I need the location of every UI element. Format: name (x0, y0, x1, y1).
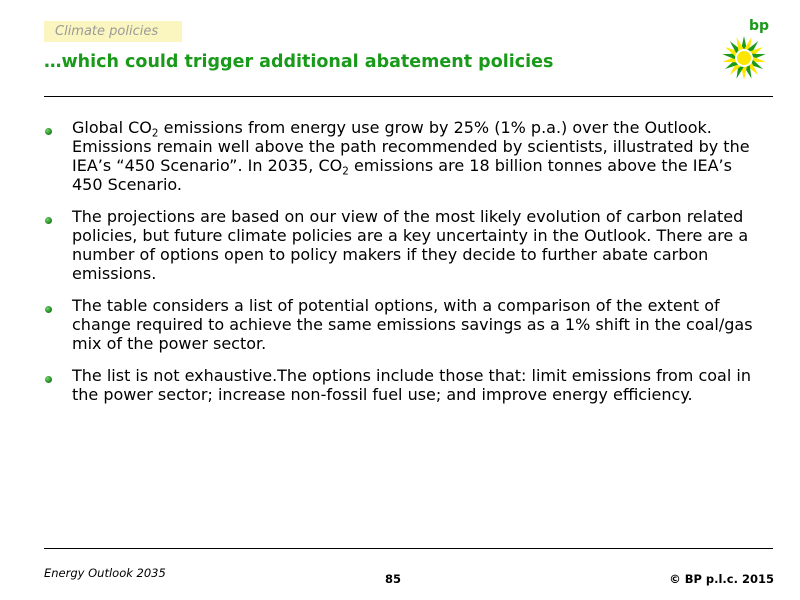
copyright: © BP p.l.c. 2015 (669, 572, 774, 586)
page-number: 85 (385, 572, 402, 586)
bullet-item (44, 366, 764, 404)
bullet-dot-icon (45, 128, 52, 135)
bullet-dot-icon (45, 217, 52, 224)
bullet-text (72, 207, 748, 283)
text-segment: emissions from energy use grow by 25% (1% p.a.) over the Outlook. Emissions remain well above the path recommended by scientists, illustrated by the IEA’s “450 Scenario”. In 2035, CO (72, 118, 750, 175)
bullet-list (44, 118, 764, 417)
bullet-item (44, 207, 764, 283)
text-segment: Global CO (72, 118, 152, 137)
footer-divider (44, 548, 773, 549)
bullet-dot-icon (45, 306, 52, 313)
page-title: …which could trigger additional abatement policies (44, 52, 554, 72)
bullet-text (72, 118, 750, 194)
bullet-item (44, 296, 764, 353)
bp-logo (718, 18, 778, 84)
logo-text: bp (749, 18, 770, 34)
footer-publication: Energy Outlook 2035 (44, 566, 166, 580)
text-segment: The projections are based on our view of the most likely evolution of carbon related policies, but future climate policies are a key uncertainty in the Outlook. There are a number of options open to policy makers if they decide to further abate carbon emissions. (72, 207, 749, 283)
bullet-text (72, 296, 753, 353)
bullet-item (44, 118, 764, 194)
bp-helios-icon (720, 34, 768, 82)
subscript: 2 (151, 127, 159, 140)
bullet-text (72, 366, 751, 404)
bullet-dot-icon (45, 376, 52, 383)
text-segment: The table considers a list of potential options, with a comparison of the extent of change required to achieve the same emissions savings as a 1% shift in the coal/gas mix of the power sector. (72, 296, 753, 353)
header-divider (44, 96, 773, 97)
subscript: 2 (342, 165, 349, 178)
text-segment: emissions are 18 billion tonnes above the IEA’s 450 Scenario. (72, 156, 732, 194)
section-tag: Climate policies (44, 21, 182, 42)
text-segment: The list is not exhaustive.The options include those that: limit emissions from coal in the power sector; increase non-fossil fuel use; and improve energy efficiency. (72, 366, 751, 404)
